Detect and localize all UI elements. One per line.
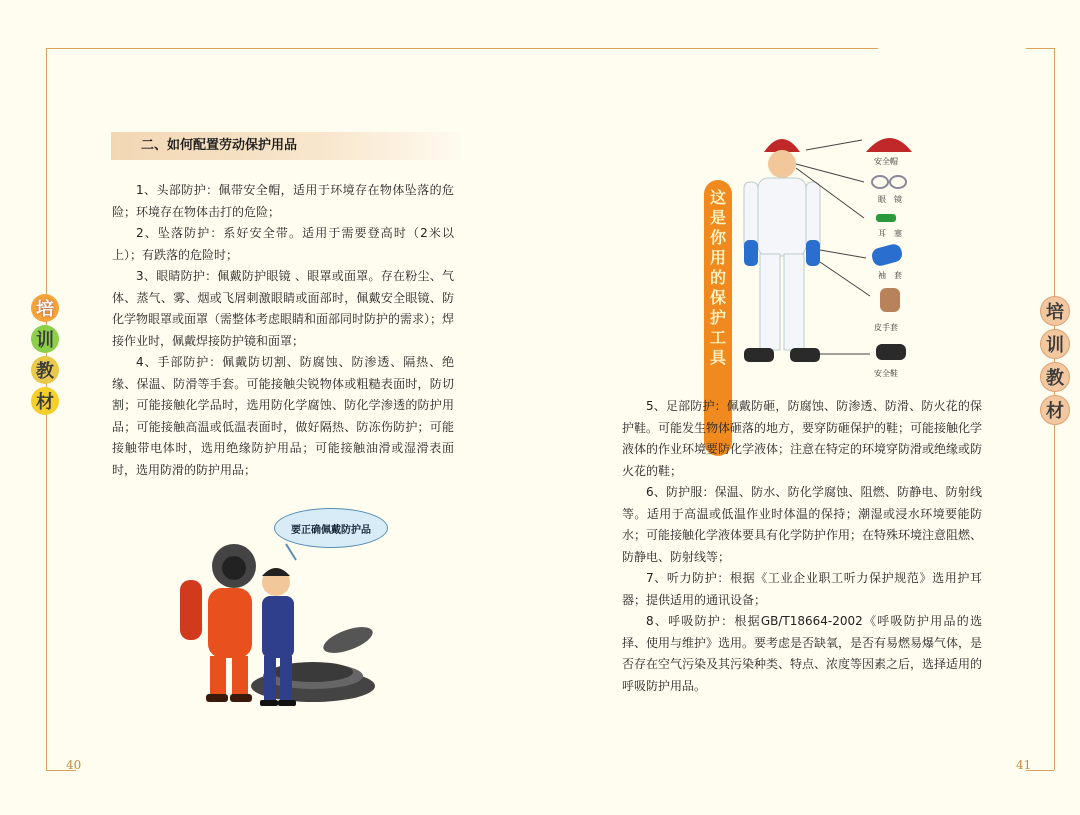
- side-tab-right: [1040, 296, 1070, 425]
- equipment-label-leather-gloves: 皮手套: [874, 323, 898, 332]
- banner-char: 护: [709, 308, 726, 327]
- side-tab-char: 训: [31, 325, 59, 353]
- banner-char: 具: [709, 348, 726, 367]
- frame-top-line: [46, 48, 878, 49]
- side-tab-left: [31, 294, 61, 415]
- banner-char: 保: [709, 288, 726, 307]
- side-tab-char: 培: [31, 294, 59, 322]
- side-tab-char: 教: [31, 356, 59, 384]
- page-number-right: 41: [1016, 758, 1032, 772]
- paragraph-hand-protection: 4、手部防护：佩戴防切割、防腐蚀、防渗透、隔热、绝缘、保温、防滑等手套。可能接触尖锐物体或粗糙表面时，防切割；可能接触化学品时，选用防化学腐蚀、防化学渗透的防护用品；可能接触高温或低温表面时，做好隔热、防冻伤防护；可能接触带电体时，选用绝缘防护用品；可能接触油滑或湿滑表面时，选用防滑的防护用品；: [112, 355, 454, 477]
- page-number-left: 40: [66, 758, 82, 772]
- equipment-label-earplug: 耳 塞: [878, 229, 902, 238]
- side-tab-char: 训: [1040, 329, 1070, 359]
- paragraph-eye-protection: 3、眼睛防护：佩戴防护眼镜 、眼罩或面罩。存在粉尘、气体、蒸气、雾、烟或飞屑刺激眼睛或面部时，佩戴安全眼镜、防化学物眼罩或面罩（需整体考虑眼睛和面部同时防护的需求）；焊接作业时，佩戴焊接防护镜和面罩；: [112, 269, 455, 348]
- banner-char: 用: [709, 248, 726, 267]
- paragraph-protective-clothing: 6、防护服：保温、防水、防化学腐蚀、阻燃、防静电、防射线等。适用于高温或低温作业时体温的保持；潮湿或浸水环境要能防水；可能接触化学液体要具有化学防护作用；在特殊环境注意阻燃、防静电、防射线等；: [622, 485, 983, 564]
- equipment-label-glasses: 眼 镜: [878, 195, 902, 204]
- equipment-label-safety-shoes: 安全鞋: [874, 369, 898, 378]
- paragraph-foot-protection: 5、足部防护：佩戴防砸，防腐蚀、防渗透、防滑、防火花的保护鞋。可能发生物体砸落的地方，要穿防砸保护的鞋；可能接触化学液体的作业环境要防化学液体；注意在特定的环境穿防滑或绝缘或防火花的鞋；: [622, 399, 983, 478]
- banner-char: 的: [709, 268, 726, 287]
- diver-illustration: [178, 508, 388, 713]
- section-title: 二、如何配置劳动保护用品: [111, 132, 461, 160]
- paragraph-respiratory-protection: 8、呼吸防护：根据GB/T18664-2002《呼吸防护用品的选择、使用与维护》选用。要考虑是否缺氧，是否有易燃易爆气体，是否存在空气污染及其污染种类、特点、浓度等因素之后，选择适用的呼吸防护用品。: [622, 614, 983, 693]
- side-tab-char: 培: [1040, 296, 1070, 326]
- paragraph-head-protection: 1、头部防护：佩带安全帽，适用于环境存在物体坠落的危险；环境存在物体击打的危险；: [112, 183, 454, 219]
- banner-char: 是: [709, 208, 726, 227]
- side-tab-char: 教: [1040, 362, 1070, 392]
- equipment-label-sleeve: 袖 套: [878, 271, 902, 280]
- paragraph-fall-protection: 2、坠落防护：系好安全带。适用于需要登高时（2米以上）；有跌落的危险时；: [112, 226, 454, 262]
- illustration-protective-equipment: [700, 122, 920, 384]
- side-tab-char: 材: [31, 387, 59, 415]
- left-body-text: [112, 180, 454, 481]
- frame-right-top-line: [1026, 48, 1054, 49]
- right-body-text: [622, 396, 982, 697]
- speech-bubble: 要正确佩戴防护品: [274, 508, 388, 548]
- illustration-diver-and-worker: [178, 508, 388, 713]
- equipment-label-helmet: 安全帽: [874, 157, 898, 166]
- banner-char: 你: [709, 228, 726, 247]
- banner-char: 这: [709, 188, 726, 207]
- side-tab-char: 材: [1040, 395, 1070, 425]
- banner-char: 工: [709, 328, 726, 347]
- paragraph-hearing-protection: 7、听力防护：根据《工业企业职工听力保护规范》选用护耳器；提供适用的通讯设备；: [622, 571, 982, 607]
